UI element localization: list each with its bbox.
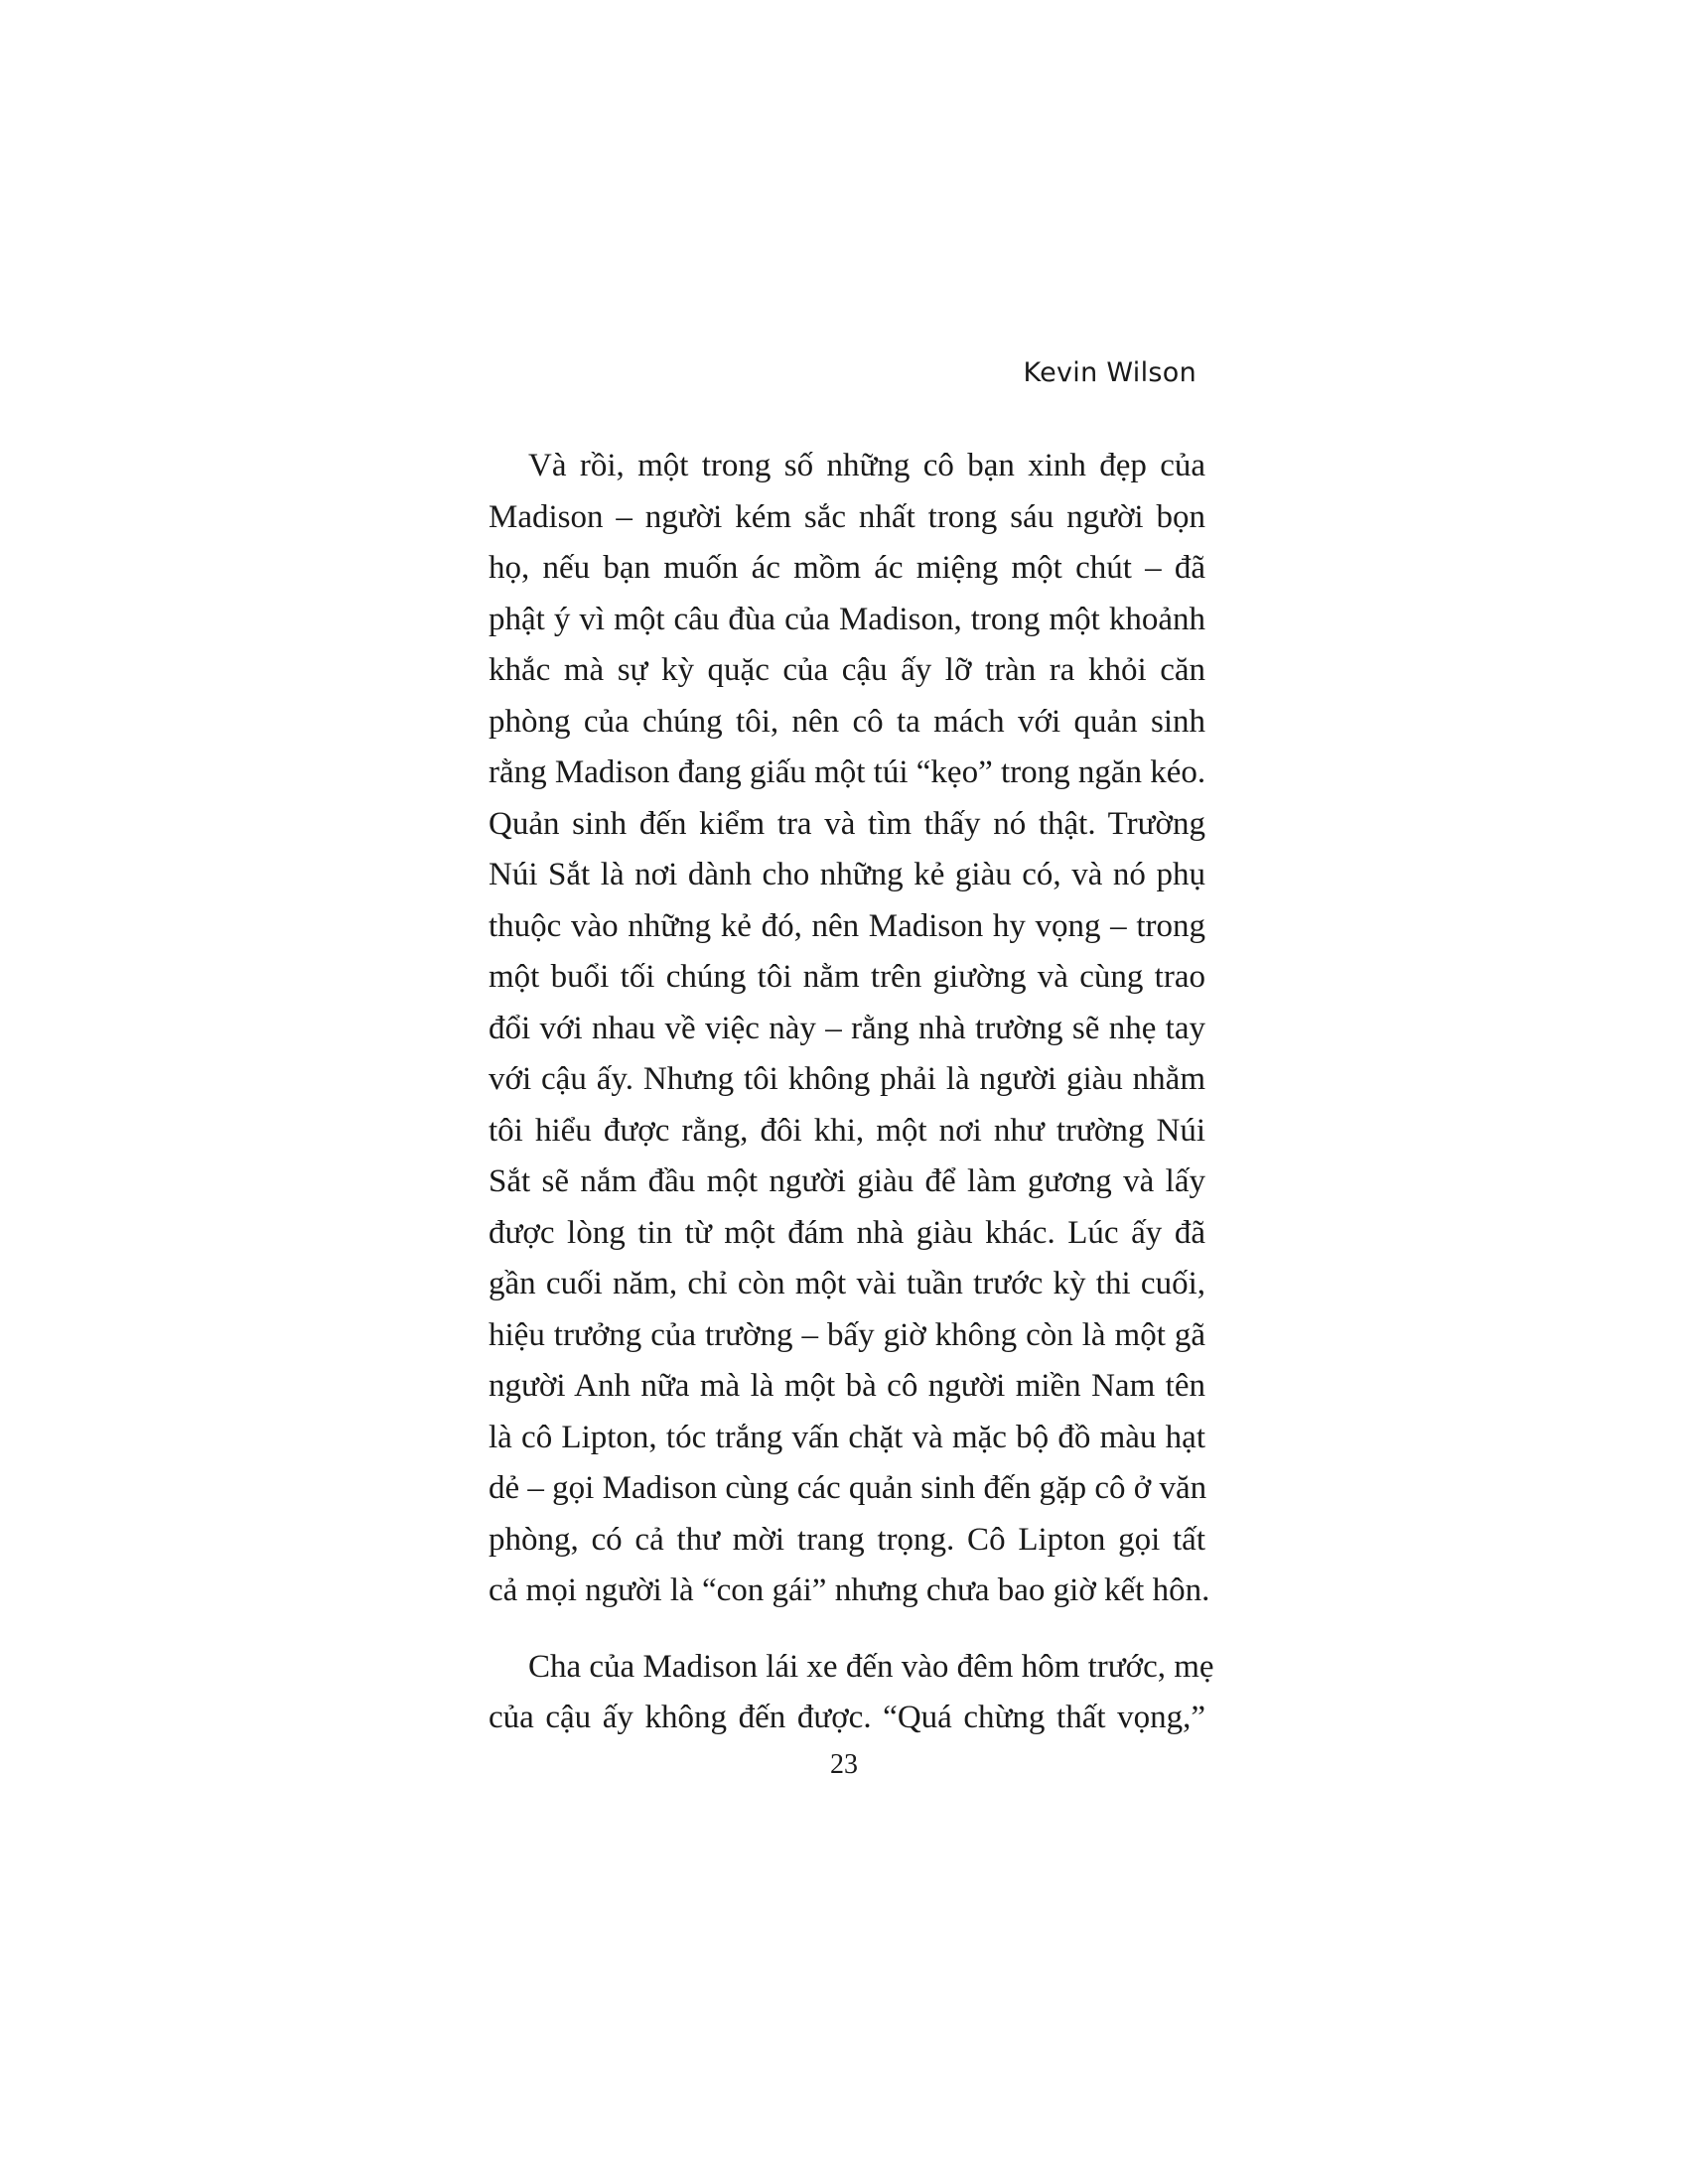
- text-line: họ, nếu bạn muốn ác mồm ác miệng một chút – đã: [489, 550, 1205, 586]
- page-number: 23: [830, 1749, 858, 1780]
- text-line: thuộc vào những kẻ đó, nên Madison hy vọng – trong: [489, 907, 1205, 944]
- text-line: một buổi tối chúng tôi nằm trên giường và cùng trao: [489, 959, 1205, 995]
- text-line: Và rồi, một trong số những cô bạn xinh đẹp của: [528, 448, 1205, 483]
- text-line: cả mọi người là “con gái” nhưng chưa bao giờ kết hôn.: [489, 1572, 1210, 1608]
- text-line: người Anh nữa mà là một bà cô người miền Nam tên: [489, 1368, 1205, 1404]
- text-line: Sắt sẽ nắm đầu một người giàu để làm gương và lấy: [489, 1163, 1205, 1199]
- text-line: Cha của Madison lái xe đến vào đêm hôm trước, mẹ: [528, 1648, 1214, 1685]
- text-line: Núi Sắt là nơi dành cho những kẻ giàu có, và nó phụ: [489, 857, 1205, 892]
- text-line: gần cuối năm, chỉ còn một vài tuần trước kỳ thi cuối,: [489, 1266, 1205, 1301]
- text-line: được lòng tin từ một đám nhà giàu khác. Lúc ấy đã: [489, 1214, 1205, 1251]
- text-line: phòng, có cả thư mời trang trọng. Cô Lipton gọi tất: [489, 1521, 1205, 1558]
- text-line: phòng của chúng tôi, nên cô ta mách với quản sinh: [489, 703, 1205, 740]
- running-header-author: Kevin Wilson: [1023, 357, 1196, 388]
- text-line: của cậu ấy không đến được. “Quá chừng thất vọng,”: [489, 1700, 1205, 1735]
- text-line: với cậu ấy. Nhưng tôi không phải là người giàu nhằm: [489, 1061, 1205, 1097]
- text-line: Madison – người kém sắc nhất trong sáu người bọn: [489, 498, 1205, 535]
- text-line: phật ý vì một câu đùa của Madison, trong một khoảnh: [489, 601, 1205, 637]
- text-line: hiệu trưởng của trường – bấy giờ không còn là một gã: [489, 1316, 1205, 1353]
- text-line: Quản sinh đến kiểm tra và tìm thấy nó thật. Trường: [489, 805, 1205, 842]
- text-line: khắc mà sự kỳ quặc của cậu ấy lỡ tràn ra khỏi căn: [489, 652, 1205, 688]
- text-line: là cô Lipton, tóc trắng vấn chặt và mặc bộ đồ màu hạt: [489, 1419, 1205, 1455]
- paragraph-gap: [489, 1617, 1205, 1642]
- text-line: đổi với nhau về việc này – rằng nhà trường sẽ nhẹ tay: [489, 1010, 1205, 1046]
- text-line: dẻ – gọi Madison cùng các quản sinh đến gặp cô ở văn: [489, 1470, 1207, 1506]
- text-line: tôi hiểu được rằng, đôi khi, một nơi như trường Núi: [489, 1112, 1205, 1149]
- body-text: [489, 441, 1214, 1744]
- text-line: rằng Madison đang giấu một túi “kẹo” trong ngăn kéo.: [489, 754, 1206, 790]
